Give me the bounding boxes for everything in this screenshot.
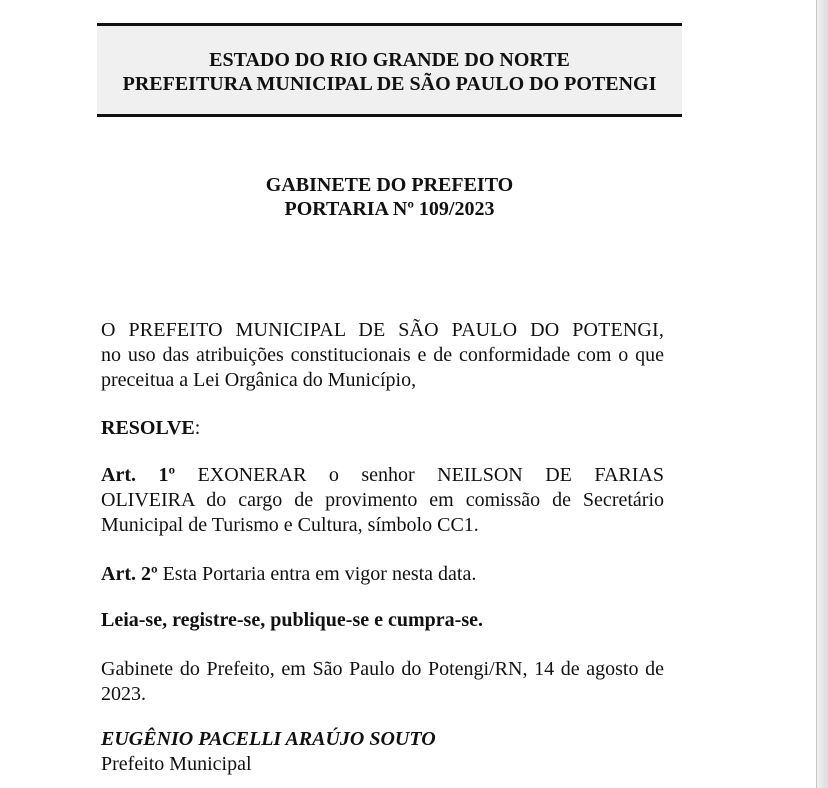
intro-line1: O PREFEITO MUNICIPAL DE SÃO PAULO DO POTENGI, xyxy=(101,319,664,341)
article-1-text-rest: OLIVEIRA do cargo de provimento em comissão de Secretário Municipal de Turismo e Cultura, símbolo CC1. xyxy=(101,489,664,536)
article-1 xyxy=(101,463,664,538)
signatory-role: Prefeito Municipal xyxy=(101,753,252,775)
resolve-line xyxy=(101,416,664,441)
article-2 xyxy=(101,562,664,587)
resolve-label: RESOLVE xyxy=(101,417,195,439)
office-title: GABINETE DO PREFEITO xyxy=(265,174,514,196)
article-1-text-line1: EXONERAR o senhor NEILSON DE FARIAS xyxy=(197,464,664,486)
letterhead xyxy=(97,23,682,117)
document-title xyxy=(97,173,682,221)
intro-paragraph xyxy=(101,318,664,393)
article-1-label: Art. 1º xyxy=(101,464,176,486)
article-2-label: Art. 2º xyxy=(101,563,158,585)
article-2-text: Esta Portaria entra em vigor nesta data. xyxy=(162,563,477,585)
page-edge xyxy=(816,0,828,788)
article-1-line1 xyxy=(101,463,664,488)
municipality-name: PREFEITURA MUNICIPAL DE SÃO PAULO DO POTENGI xyxy=(122,73,657,95)
signatory-name: EUGÊNIO PACELLI ARAÚJO SOUTO xyxy=(101,728,436,750)
place-and-date: Gabinete do Prefeito, em São Paulo do Potengi/RN, 14 de agosto de 2023. xyxy=(101,658,664,705)
portaria-number: PORTARIA Nº 109/2023 xyxy=(284,198,495,220)
closing-formula: Leia-se, registre-se, publique-se e cumpra-se. xyxy=(101,609,483,631)
state-name: ESTADO DO RIO GRANDE DO NORTE xyxy=(209,49,570,71)
intro-rest: no uso das atribuições constitucionais e de conformidade com o que preceitua a Lei Orgânica do Município, xyxy=(101,344,664,391)
resolve-suffix: : xyxy=(194,417,201,439)
